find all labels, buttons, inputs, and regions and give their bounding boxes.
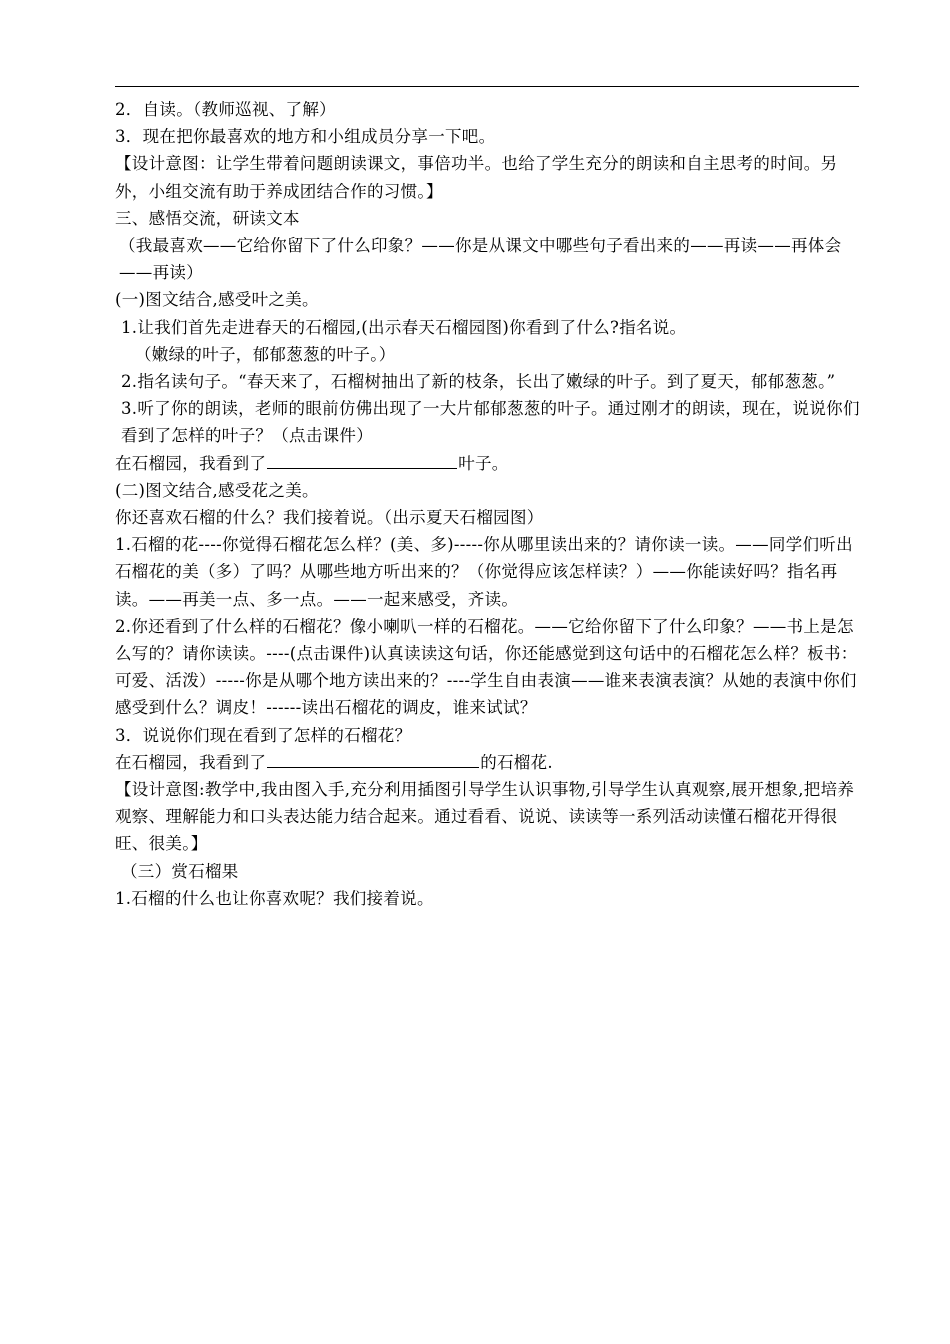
reading-flow-note: （我最喜欢——它给你留下了什么印象？——你是从课文中哪些句子看出来的——再读——再体会——再读） bbox=[119, 236, 842, 283]
fill-blank-leaf bbox=[267, 450, 457, 469]
step-self-read: 2．自读。（教师巡视、了解） bbox=[115, 100, 336, 119]
flower-step-1: 1.石榴的花----你觉得石榴花怎么样？(美、多)-----你从哪里读出来的？请你读一读。——同学们听出石榴花的美（多）了吗？从哪些地方听出来的？（你觉得应该怎样读？）——你能读好吗？指名再读。——再美一点、多一点。——一起来感受，齐读。 bbox=[115, 535, 853, 609]
fruit-step-1: 1.石榴的什么也让你喜欢呢？我们接着说。 bbox=[115, 888, 434, 908]
design-intent-2: 【设计意图:教学中,我由图入手,充分利用插图引导学生认识事物,引导学生认真观察,展开想象,把培养观察、理解能力和口头表达能力结合起来。通过看看、说说、读读等一系列活动读懂石榴花开得很旺、很美。】 bbox=[115, 780, 855, 854]
subsection-fruit: （三）赏石榴果 bbox=[121, 861, 239, 881]
design-intent-1: 【设计意图：让学生带着问题朗读课文，事倍功半。也给了学生充分的朗读和自主思考的时间。另外，小组交流有助于养成团结合作的习惯。】 bbox=[115, 154, 838, 201]
flower-step-3: 3．说说你们现在看到了怎样的石榴花？ bbox=[115, 725, 412, 745]
flower-intro: 你还喜欢石榴的什么？我们接着说。（出示夏天石榴园图） bbox=[115, 508, 544, 528]
flower-step-2: 2.你还看到了什么样的石榴花？像小喇叭一样的石榴花。——它给你留下了什么印象？——书上是怎么写的？请你读读。----(点击课件)认真读读这句话，你还能感觉到这句话中的石榴花怎么样？板书：可爱、活泼）-----你是从哪个地方读出来的？----学生自由表演——谁来表演表演？从她的表演中你们感受到什么？调皮！------读出石榴花的调皮，谁来试试？ bbox=[115, 616, 858, 718]
section-heading-3: 三、感悟交流，研读文本 bbox=[115, 208, 300, 228]
flower-fill-sentence bbox=[115, 749, 861, 776]
leaf-step-3: 3.听了你的朗读，老师的眼前仿佛出现了一大片郁郁葱葱的叶子。通过刚才的朗读，现在，说说你们看到了怎样的叶子？（点击课件） bbox=[121, 399, 860, 446]
subsection-flower: (二)图文结合,感受花之美。 bbox=[115, 480, 319, 500]
fill-suffix: 叶子。 bbox=[458, 453, 509, 473]
leaf-step-2: 2.指名读句子。“春天来了，石榴树抽出了新的枝条，长出了嫩绿的叶子。到了夏天，郁郁葱葱。” bbox=[121, 372, 836, 392]
fill-suffix: 的石榴花. bbox=[480, 752, 553, 772]
fill-blank-flower bbox=[267, 749, 479, 768]
subsection-leaf: (一)图文结合,感受叶之美。 bbox=[115, 290, 319, 310]
fill-prefix: 在石榴园，我看到了 bbox=[115, 752, 267, 772]
leaf-step-1: 1.让我们首先走进春天的石榴园,(出示春天石榴园图)你看到了什么?指名说。 bbox=[121, 317, 687, 337]
document-body bbox=[115, 96, 861, 912]
leaf-answer: （嫩绿的叶子，郁郁葱葱的叶子。） bbox=[135, 344, 396, 364]
fill-prefix: 在石榴园，我看到了 bbox=[115, 453, 267, 473]
step-share: 3．现在把你最喜欢的地方和小组成员分享一下吧。 bbox=[115, 127, 496, 147]
header-rule bbox=[115, 86, 859, 87]
leaf-fill-sentence bbox=[115, 450, 861, 477]
